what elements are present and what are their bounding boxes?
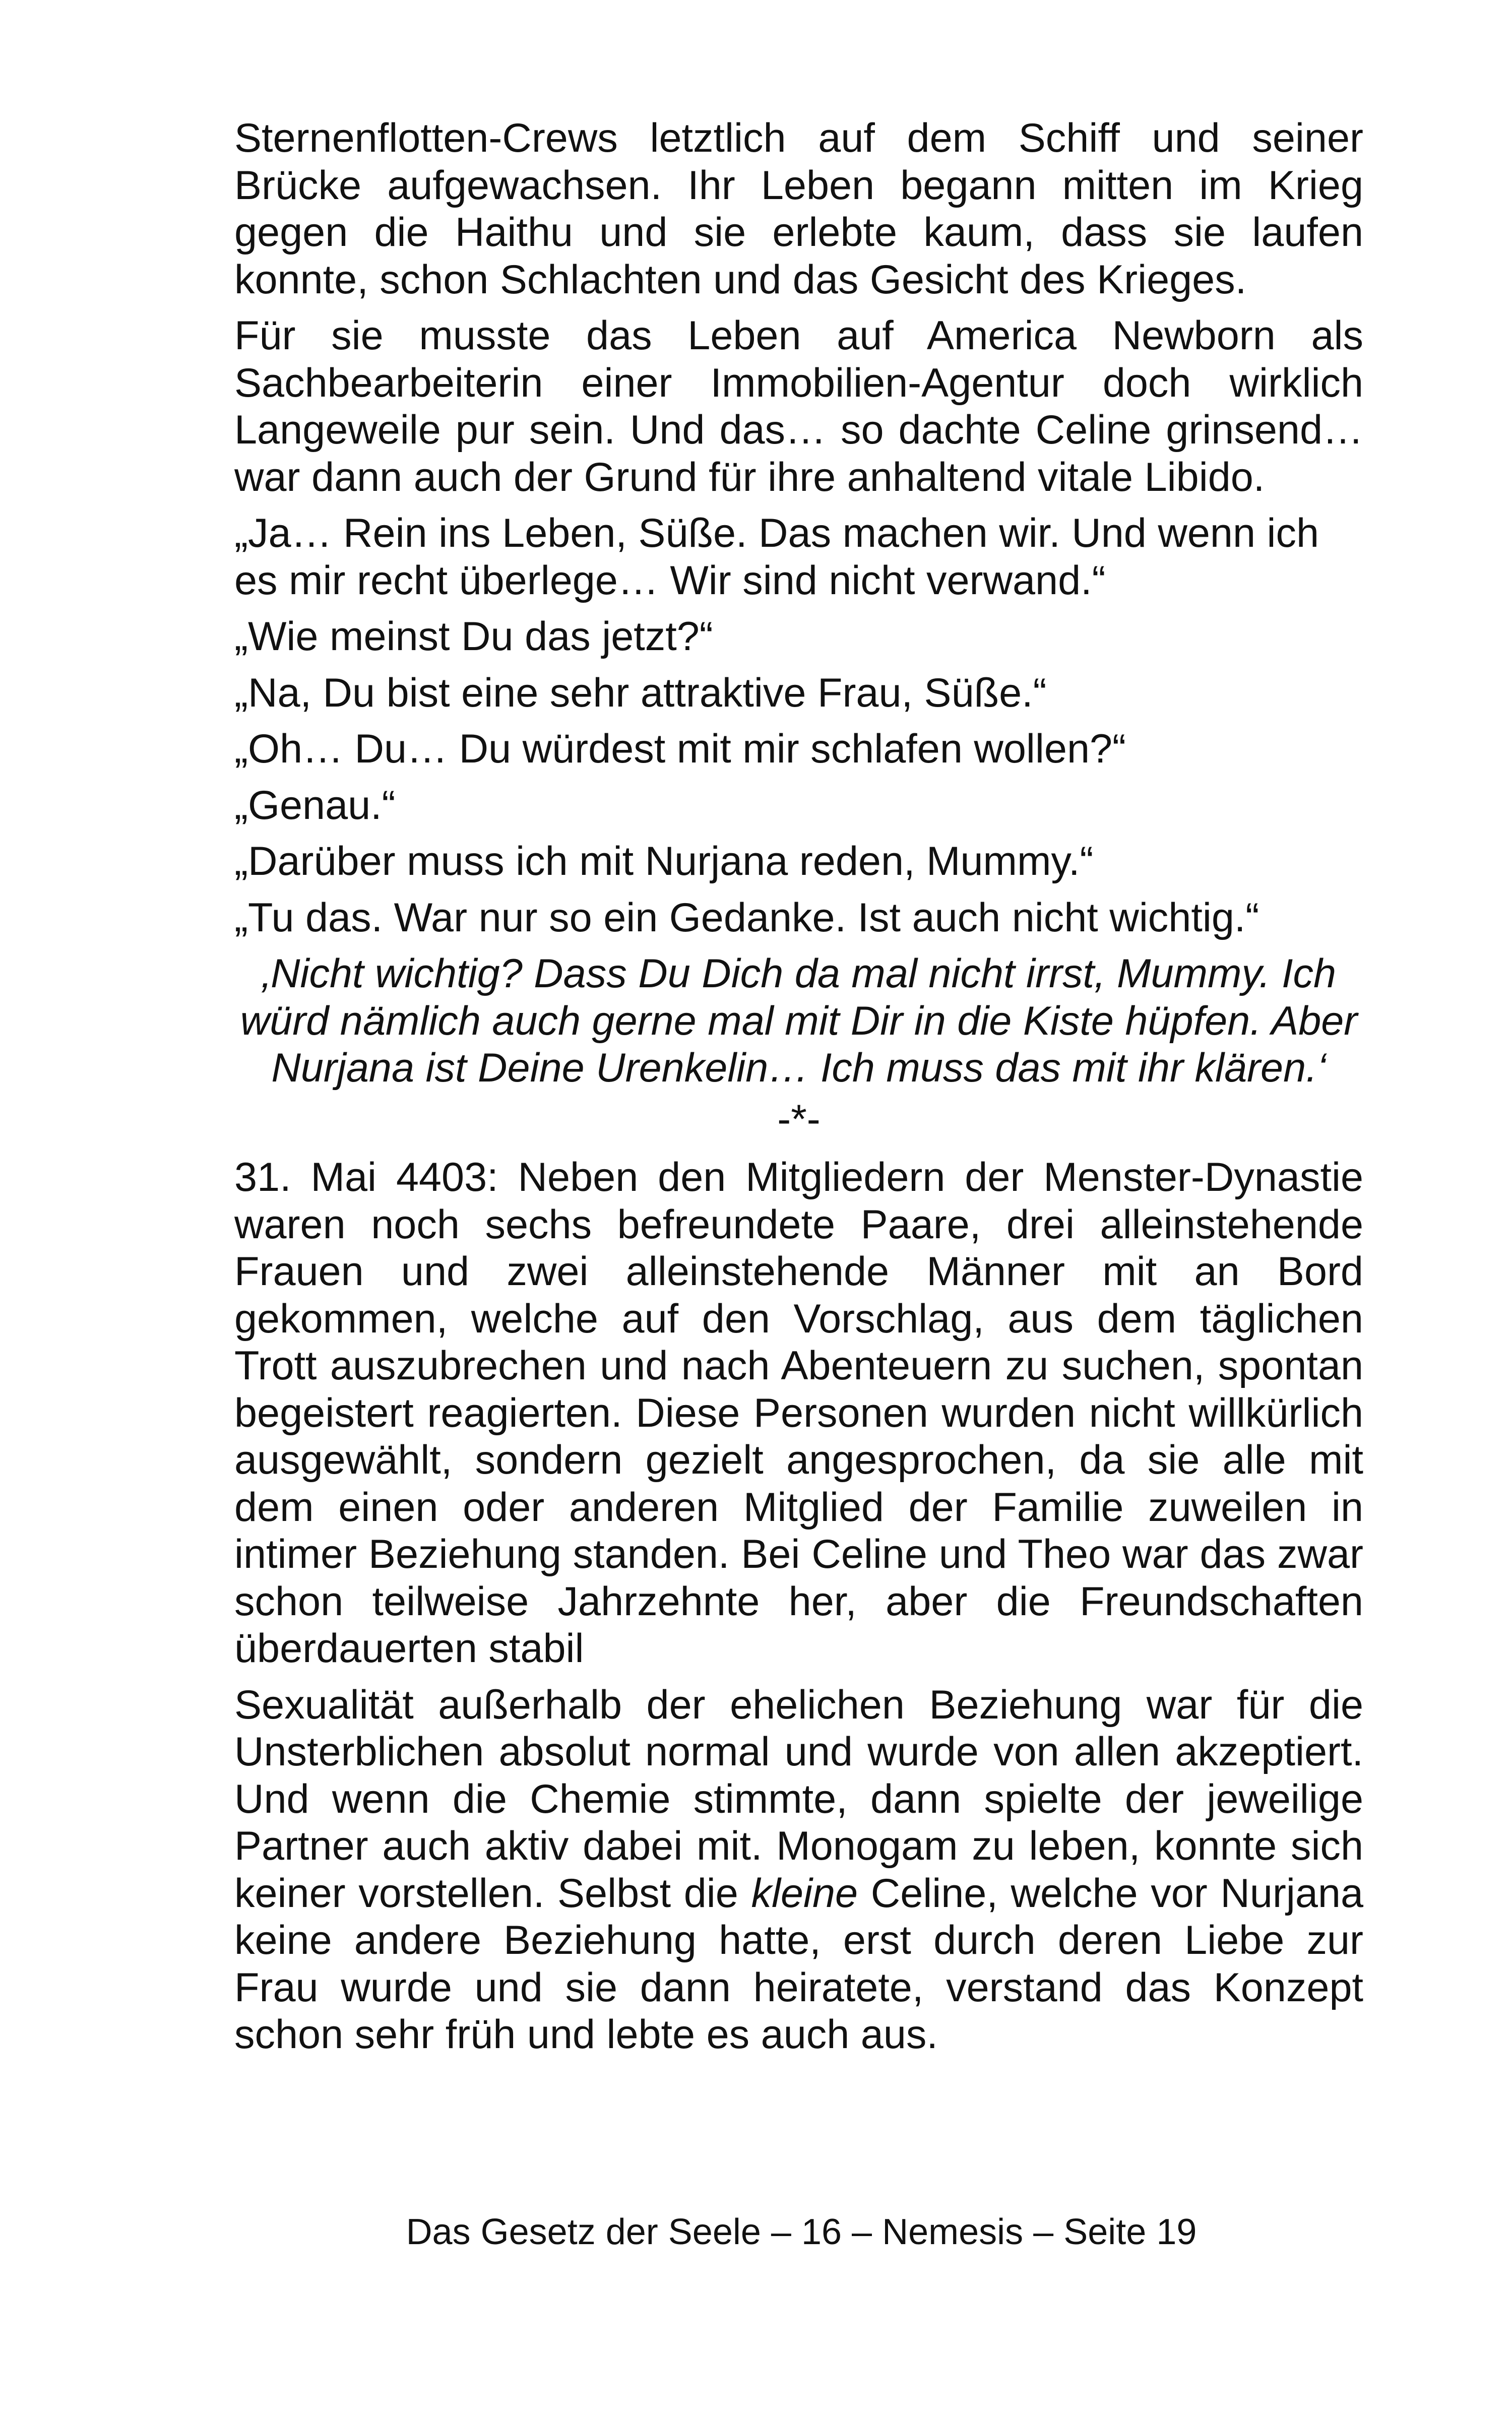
paragraph-4 [234, 1682, 1363, 2059]
paragraph-4-emphasis: kleine [751, 1870, 858, 1916]
paragraph-3: 31. Mai 4403: Neben den Mitgliedern der Menster-Dynastie waren noch sechs befreundete Paare, drei alleinstehende Frauen und zwei alleinstehende Männer mit an Bord gekommen, welche auf den Vorschlag, aus dem täglichen Trott auszubrechen und nach Abenteuern zu suchen, spontan begeistert reagierten. Diese Personen wurden nicht willkürlich ausgewählt, sondern gezielt angesprochen, da sie alle mit dem einen oder anderen Mitglied der Familie zuweilen in intimer Beziehung standen. Bei Celine und Theo war das zwar schon teilweise Jahrzehnte her, aber die Freundschaften überdauerten stabil [234, 1155, 1363, 1671]
paragraph-1: Sternenflotten-Crews letztlich auf dem Schiff und seiner Brücke aufgewachsen. Ihr Leben begann mitten im Krieg gegen die Haithu und sie erlebte kaum, dass sie laufen konnte, schon Schlachten und das Gesicht des Krieges. [234, 115, 1363, 302]
dialogue-line-2: „Wie meinst Du das jetzt?“ [234, 614, 713, 659]
inner-thought: ‚Nicht wichtig? Dass Du Dich da mal nicht irrst, Mummy. Ich würd nämlich auch gerne mal mit Dir in die Kiste hüpfen. Aber Nurjana ist Deine Urenkelin… Ich muss das mit ihr klären.‘ [240, 951, 1358, 1091]
paragraph-4-start: Sexualität außerhalb der ehelichen Beziehung war für die Unsterblichen absolut normal und wurde von allen akzeptiert. Und wenn die Chemie stimmte, dann spielte der jeweilige Partner auch aktiv dabei mit. Monogam zu leben, konnte sich keiner vorstellen. Selbst die [234, 1682, 1363, 1916]
paragraph-4-end: Celine, welche vor Nurjana keine andere Beziehung hatte, erst durch deren Liebe zur Frau wurde und sie dann heiratete, verstand das Konzept schon sehr früh und lebte es auch aus. [234, 1870, 1363, 2057]
page-footer: Das Gesetz der Seele – 16 – Nemesis – Seite 19 [406, 2212, 1197, 2252]
scene-separator: -*- [777, 1096, 821, 1142]
dialogue-line-1: „Ja… Rein ins Leben, Süße. Das machen wir. Und wenn ich es mir recht überlege… Wir sind nicht verwand.“ [234, 511, 1319, 603]
page-body [234, 115, 1363, 2068]
paragraph-2: Für sie musste das Leben auf America Newborn als Sachbearbeiterin einer Immobilien-Agentur doch wirklich Langeweile pur sein. Und das… so dachte Celine grinsend… war dann auch der Grund für ihre anhaltend vitale Libido. [234, 313, 1363, 500]
dialogue-line-7: „Tu das. War nur so ein Gedanke. Ist auch nicht wichtig.“ [234, 895, 1259, 940]
dialogue-line-3: „Na, Du bist eine sehr attraktive Frau, Süße.“ [234, 670, 1047, 716]
dialogue-line-6: „Darüber muss ich mit Nurjana reden, Mummy.“ [234, 839, 1094, 884]
dialogue-line-5: „Genau.“ [234, 782, 396, 828]
dialogue-line-4: „Oh… Du… Du würdest mit mir schlafen wollen?“ [234, 726, 1126, 772]
